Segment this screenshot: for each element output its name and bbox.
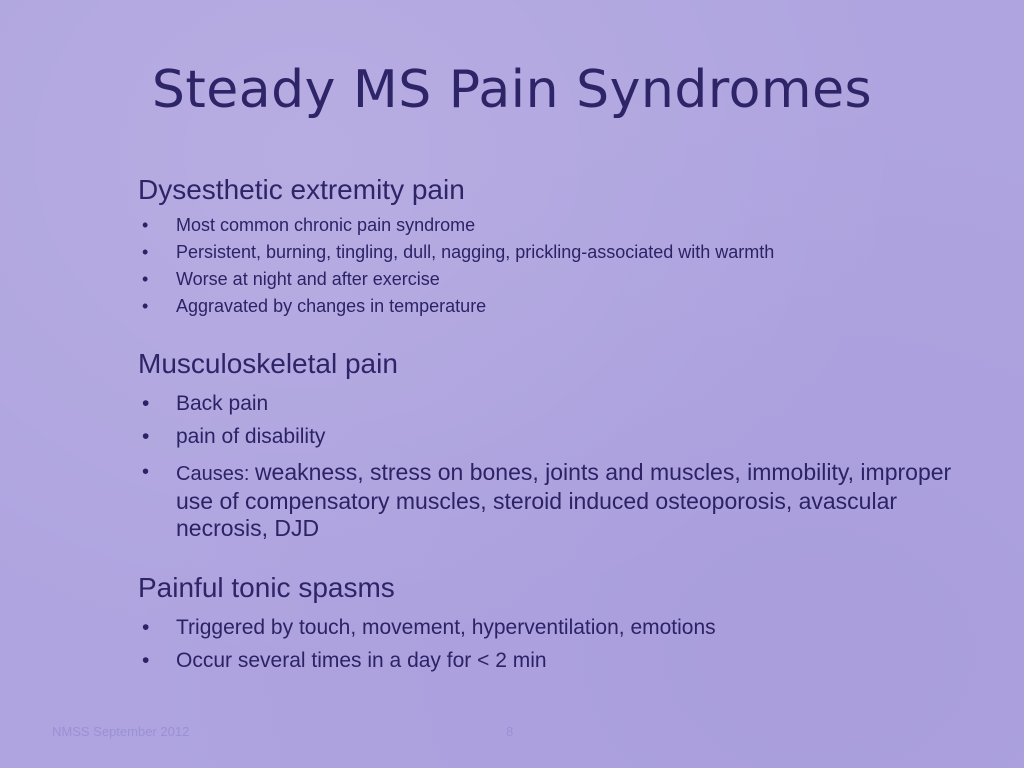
bullet-icon: • [142,616,150,639]
list-item: • pain of disability [138,420,958,453]
slide-title: Steady MS Pain Syndromes [151,60,873,120]
list-item: • Aggravated by changes in temperature [138,293,958,320]
bullet-icon: • [142,461,150,483]
bullet-icon: • [142,242,149,262]
bullet-icon: • [142,269,149,289]
bullet-icon: • [142,425,150,448]
causes-text: weakness, stress on bones, joints and muscles, immobility, improper use of compensatory muscles, steroid induced osteoporosis, avascular necrosis, DJD [176,459,952,541]
section-heading: Musculoskeletal pain [138,348,398,379]
section-tonic-spasms [138,570,958,677]
bullet-icon: • [142,215,149,235]
list-item: • Occur several times in a day for < 2 min [138,644,958,677]
causes-prefix: Causes: [176,463,255,485]
bullet-icon: • [142,296,149,316]
list-item: • Back pain [138,387,958,420]
bullet-list [138,212,958,320]
bullet-list [138,611,958,677]
section-heading: Dysesthetic extremity pain [138,174,465,205]
page-number: 8 [506,724,514,739]
bullet-list [138,387,958,542]
footer-date: NMSS September 2012 [52,724,190,739]
list-item: • Persistent, burning, tingling, dull, nagging, prickling-associated with warmth [138,239,958,266]
slide-content [138,172,958,677]
bullet-icon: • [142,392,150,415]
bullet-icon: • [142,649,150,672]
section-musculoskeletal [138,346,958,542]
list-item-causes [138,459,958,542]
section-dysesthetic [138,172,958,320]
list-item: • Triggered by touch, movement, hyperventilation, emotions [138,611,958,644]
list-item: • Worse at night and after exercise [138,266,958,293]
section-heading: Painful tonic spasms [138,572,395,603]
list-item: • Most common chronic pain syndrome [138,212,958,239]
